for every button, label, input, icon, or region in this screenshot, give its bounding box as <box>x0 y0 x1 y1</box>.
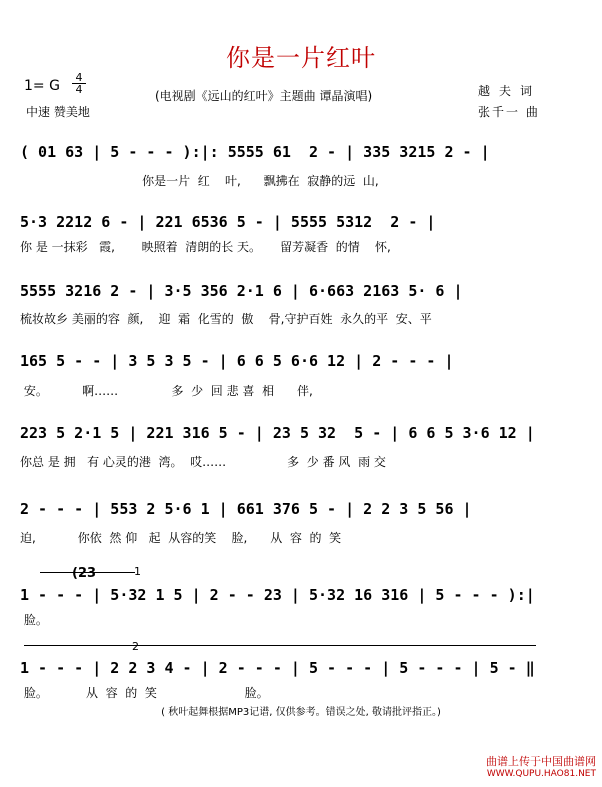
lyrics-row-4: 安。 啊…… 多 少 回 悲 喜 相 伴, <box>20 384 313 398</box>
lyrics-row-2: 你 是 一抹彩 霞, 映照着 清朗的长 天。 留芳凝香 的情 怀, <box>20 240 391 254</box>
notation-row-1: ( 01 63 | 5 - - - ):|: 5555 61 2 - | 335 3215 2 - | <box>20 143 490 161</box>
notation-row-5: 223 5 2·1 5 | 221 316 5 - | 23 5 32 5 - | 6 6 5 3·6 12 | <box>20 424 535 442</box>
lyrics-row-8: 脸。 从 容 的 笑 脸。 <box>20 686 269 700</box>
volta-number-2: 2 <box>132 640 139 653</box>
lyrics-row-7: 脸。 <box>20 613 48 627</box>
lyrics-row-5: 你总 是 拥 有 心灵的港 湾。 哎…… 多 少 番 风 雨 交 <box>20 455 386 469</box>
lyricist: 越夫词 <box>478 84 542 98</box>
notation-row-3: 5555 3216 2 - | 3·5 356 2·1 6 | 6·663 2163 5· 6 | <box>20 282 463 300</box>
volta-number-1: 1 <box>134 565 141 578</box>
notation-row-6: 2 - - - | 553 2 5·6 1 | 661 376 5 - | 2 2 3 5 56 | <box>20 500 472 518</box>
subtitle: (电视剧《远山的红叶》主题曲 谭晶演唱) <box>155 89 373 103</box>
meter-top: 4 <box>75 71 83 84</box>
key-signature: 1= G <box>24 78 60 94</box>
meter-bottom: 4 <box>72 83 86 95</box>
lyrics-row-1: 你是一片 红 叶, 飘拂在 寂静的远 山, <box>20 174 379 188</box>
time-signature <box>72 72 86 95</box>
lyrics-row-3: 梳妆故乡 美丽的容 颜, 迎 霜 化雪的 傲 骨,守护百姓 永久的平 安、平 <box>20 312 432 326</box>
notation-row-2: 5·3 2212 6 - | 221 6536 5 - | 5555 5312 2 - | <box>20 213 436 231</box>
footer-url: WWW.QUPU.HAO81.NET <box>486 769 596 779</box>
volta-pickup-notes: (23 <box>72 566 97 581</box>
footer-site-name: 曲谱上传于中国曲谱网 <box>486 755 596 768</box>
song-title: 你是一片红叶 <box>226 44 376 72</box>
tempo-marking: 中速 赞美地 <box>26 105 90 119</box>
volta-bracket-2 <box>24 640 536 653</box>
notation-row-8: 1 - - - | 2 2 3 4 - | 2 - - - | 5 - - - | 5 - - - | 5 - ‖ <box>20 659 535 677</box>
lyrics-row-6: 迫, 你依 然 仰 起 从容的笑 脸, 从 容 的 笑 <box>20 531 342 545</box>
notation-row-4: 165 5 - - | 3 5 3 5 - | 6 6 5 6·6 12 | 2 - - - | <box>20 352 454 370</box>
notation-row-7: 1 - - - | 5·32 1 5 | 2 - - 23 | 5·32 16 316 | 5 - - - ):| <box>20 586 535 604</box>
transcription-note: ( 秋叶起舞根据MP3记谱, 仅供参考。错误之处, 敬请批评指正。) <box>161 707 441 718</box>
composer: 张千一 曲 <box>478 105 540 119</box>
site-footer <box>486 755 596 781</box>
